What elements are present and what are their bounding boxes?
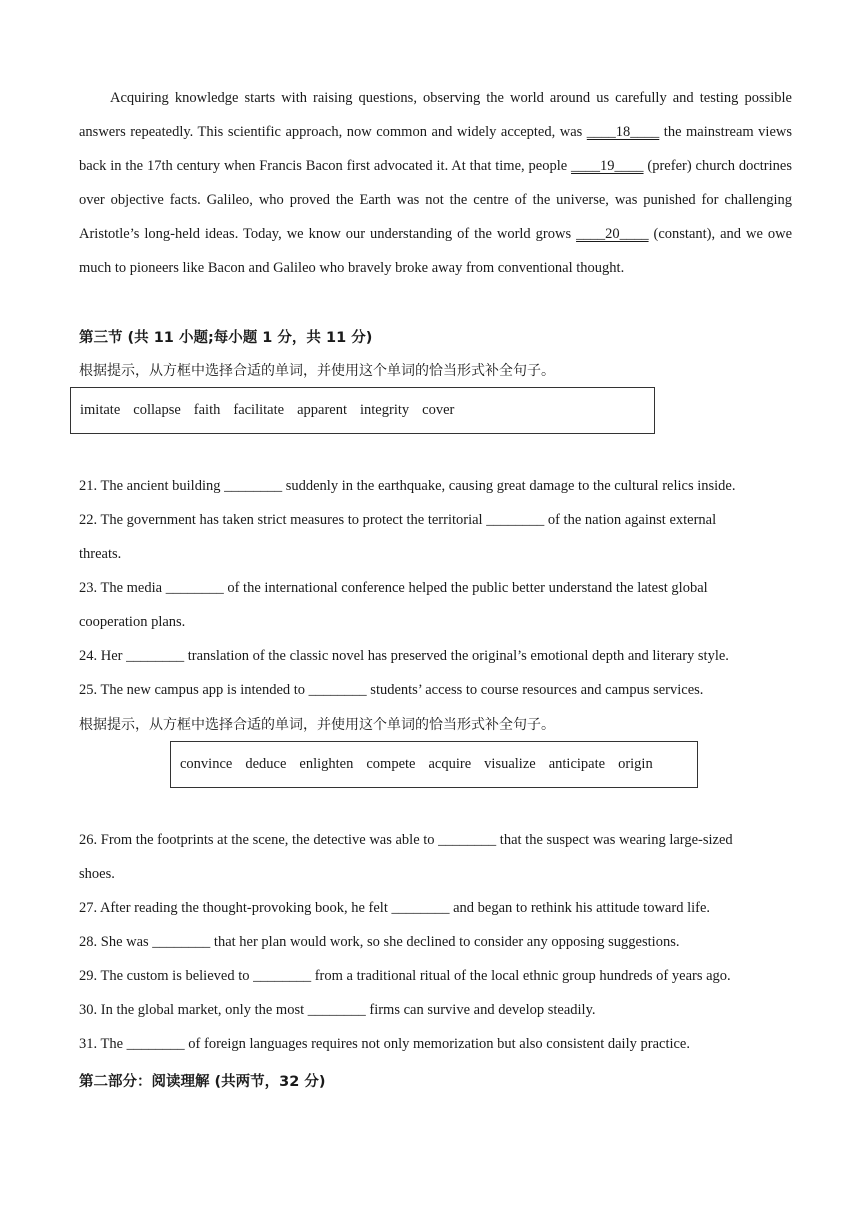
question-26: 26. From the footprints at the scene, the detective was able to ________ that the suspect was wearing large-sized — [79, 832, 733, 848]
question-26-cont: shoes. — [79, 866, 115, 882]
passage-text-4: (constant), and we owe much to pioneers like Bacon and Galileo who bravely broke away from conventional thought. — [79, 226, 793, 276]
reading-passage — [79, 81, 792, 285]
word-box-1-item: imitate — [80, 402, 121, 418]
question-21: 21. The ancient building ________ suddenly in the earthquake, causing great damage to the cultural relics inside. — [79, 478, 736, 494]
passage-text-1: Acquiring knowledge starts with raising questions, observing the world around us carefully and testing possible answers repeatedly. This scientific approach, now common and widely accepted, was — [79, 90, 792, 140]
question-23: 23. The media ________ of the international conference helped the public better understand the latest global — [79, 580, 708, 596]
word-box-2-item: anticipate — [548, 756, 606, 772]
word-box-2-item: visualize — [484, 756, 536, 772]
passage-text-2: the mainstream views back in the 17th century when Francis Bacon first advocated it. At that time, people — [79, 124, 793, 174]
word-box-2-item: compete — [366, 756, 416, 772]
section3-heading: 第三节 (共 11 小题;每小题 1 分，共 11 分) — [79, 330, 373, 346]
word-box-1-item: cover — [422, 402, 455, 418]
part2-heading: 第二部分：阅读理解 (共两节，32 分) — [79, 1074, 326, 1090]
question-22: 22. The government has taken strict measures to protect the territorial ________ of the nation against external — [79, 512, 717, 528]
section3-instruction-2: 根据提示，从方框中选择合适的单词，并使用这个单词的恰当形式补全句子。 — [79, 717, 555, 733]
question-28: 28. She was ________ that her plan would work, so she declined to consider any opposing suggestions. — [79, 934, 680, 950]
word-box-1-item: faith — [193, 402, 221, 418]
word-box-2 — [170, 741, 698, 788]
blank-18: ____18____ — [586, 124, 660, 140]
word-box-1-item: facilitate — [233, 402, 285, 418]
question-27: 27. After reading the thought-provoking book, he felt ________ and began to rethink his attitude toward life. — [79, 900, 711, 916]
word-box-2-item: convince — [180, 756, 233, 772]
word-box-1-item: collapse — [133, 402, 181, 418]
question-25: 25. The new campus app is intended to ________ students’ access to course resources and campus services. — [79, 682, 704, 698]
question-23-cont: cooperation plans. — [79, 614, 186, 630]
word-box-2-item: deduce — [245, 756, 287, 772]
word-box-1-item: apparent — [297, 402, 347, 418]
word-box-1-item: integrity — [360, 402, 410, 418]
word-box-2-item: acquire — [428, 756, 472, 772]
blank-19: ____19____ — [571, 158, 644, 174]
word-box-1 — [70, 387, 655, 434]
passage-text-3: (prefer) church doctrines over objective facts. Galileo, who proved the Earth was not the centre of the universe, was punished for challenging Aristotle’s long-held ideas. Today, we know our understanding of the world grows — [79, 158, 792, 242]
question-24: 24. Her ________ translation of the classic novel has preserved the original’s emotional depth and literary style. — [79, 648, 729, 664]
word-box-2-item: origin — [618, 756, 653, 772]
question-22-cont: threats. — [79, 546, 122, 562]
section3-instruction-1: 根据提示，从方框中选择合适的单词，并使用这个单词的恰当形式补全句子。 — [79, 363, 555, 379]
question-30: 30. In the global market, only the most ________ firms can survive and develop steadily. — [79, 1002, 596, 1018]
blank-20: ____20____ — [576, 226, 649, 242]
word-box-2-item: enlighten — [299, 756, 354, 772]
question-31: 31. The ________ of foreign languages requires not only memorization but also consistent daily practice. — [79, 1036, 690, 1052]
question-29: 29. The custom is believed to ________ from a traditional ritual of the local ethnic group hundreds of years ago. — [79, 968, 731, 984]
